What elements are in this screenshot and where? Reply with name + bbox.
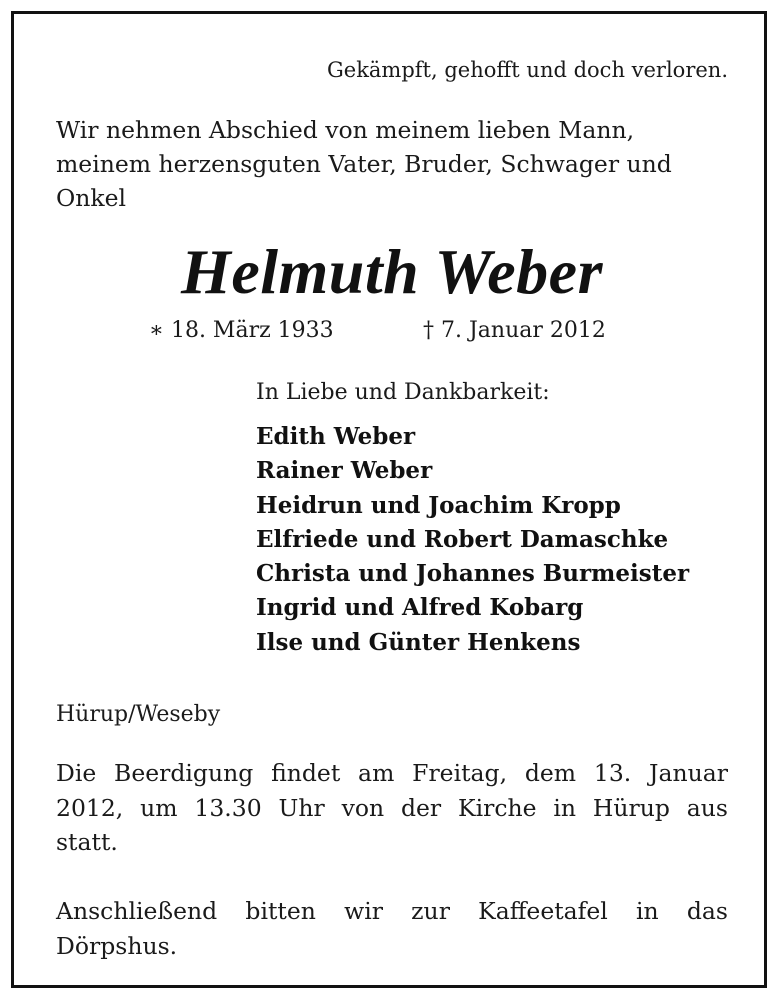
mourner-name: Rainer Weber [256,457,433,485]
death-date: † 7. Januar 2012 [423,318,606,343]
mourner-name: Heidrun und Joachim Kropp [256,491,621,519]
deceased-name: Helmuth Weber [181,236,603,307]
funeral-line: statt. [56,828,118,856]
mourners-heading: In Liebe und Dankbarkeit: [256,380,550,405]
intro-line: Onkel [56,184,127,212]
mourner-name: Ilse und Günter Henkens [256,628,581,656]
funeral-line: 2012, um 13.30 Uhr von der Kirche in Hürup aus [56,793,728,822]
intro-line: Wir nehmen Abschied von meinem lieben Mann, [56,116,635,144]
obituary-notice [11,11,767,988]
intro-line: meinem herzensguten Vater, Bruder, Schwager und [56,150,672,178]
coffee-paragraph [56,894,728,963]
funeral-paragraph [56,756,728,860]
mourner-name: Elfriede und Robert Damaschke [256,525,669,553]
mourners-block [256,377,726,660]
place-text: Hürup/Weseby [56,702,221,727]
intro-paragraph [56,113,728,215]
funeral-line: Die Beerdigung findet am Freitag, dem 13. Januar [56,759,728,787]
coffee-line: Anschließend bitten wir zur Kaffeetafel in das [56,897,728,925]
mourner-name: Ingrid und Alfred Kobarg [256,594,584,622]
mourner-name: Christa und Johannes Burmeister [256,560,690,588]
coffee-line: Dörpshus. [56,931,178,960]
motto-text: Gekämpft, gehofft und doch verloren. [326,58,728,82]
birth-date: ∗ 18. März 1933 [149,318,334,343]
mourner-name: Edith Weber [256,423,416,450]
